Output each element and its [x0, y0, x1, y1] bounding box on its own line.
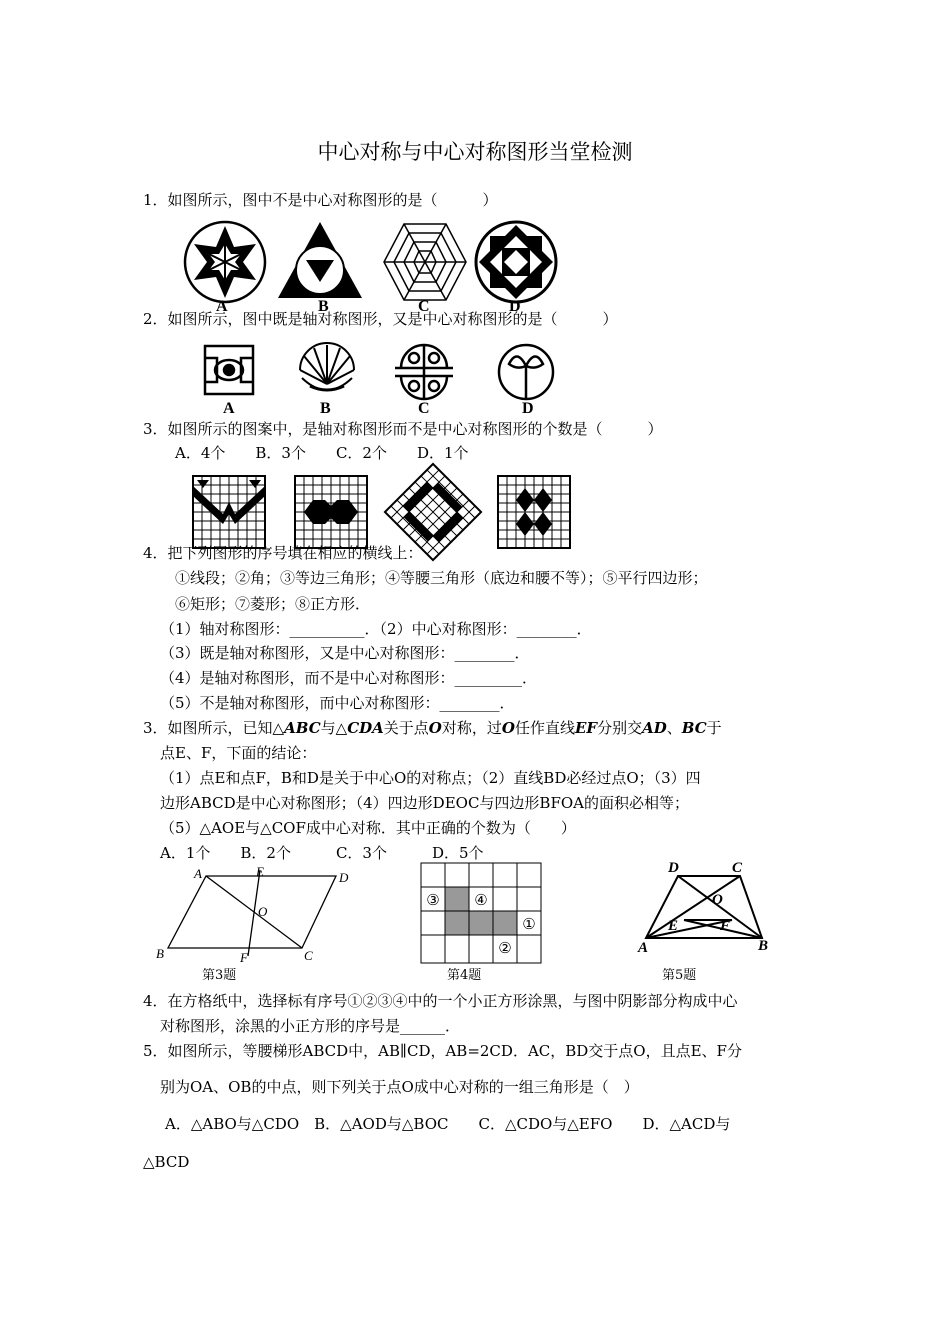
q2-figure-c	[395, 344, 453, 400]
q3b-text-mid3: 对称，过	[441, 719, 502, 737]
question-1: 1．如图所示，图中不是中心对称图形的是（ ）	[143, 191, 498, 209]
q2-label-b: B	[320, 400, 331, 417]
question-4a-line3: ⑥矩形；⑦菱形；⑧正方形．	[175, 595, 371, 613]
trap-label-c: C	[732, 860, 743, 876]
trap-label-f: F	[720, 918, 731, 934]
question-3b-options: A．1个 B．2个 C．3个 D．5个	[160, 844, 484, 862]
question-4a-line5: （3）既是轴对称图形，又是中心对称图形：________．	[160, 644, 530, 662]
q3b-text-mid4: 任作直线	[514, 719, 575, 737]
q3a-pattern-1	[193, 476, 265, 548]
q2-label-c: C	[418, 400, 430, 417]
figure-3-caption: 第3题	[202, 968, 237, 983]
question-4a-line1: 4．把下列图形的序号填在相应的横线上：	[143, 544, 423, 562]
figure-5-caption: 第5题	[662, 968, 697, 983]
q3b-text-mid6: 于	[706, 719, 722, 737]
question-3a-options: A．4个 B．3个 C．2个 D．1个	[175, 444, 469, 462]
grid-label-4: ④	[474, 891, 488, 909]
question-3a: 3．如图所示的图案中，是轴对称图形而不是中心对称图形的个数是（ ）	[143, 420, 663, 438]
trapezoid-figure	[632, 858, 782, 958]
parallelogram-figure	[150, 862, 370, 966]
page-title: 中心对称与中心对称图形当堂检测	[317, 140, 633, 164]
q1-figure-c	[382, 222, 468, 302]
para-label-o: O	[258, 904, 268, 919]
q3b-ad: AD	[642, 719, 667, 737]
q1-label-b: B	[318, 298, 329, 315]
q2-figure-b	[296, 344, 358, 399]
q1-label-c: C	[418, 298, 430, 315]
q3a-pattern-2	[295, 476, 367, 548]
grid-label-2: ②	[498, 939, 512, 957]
q2-figure-a	[203, 344, 255, 396]
question-4a-line6: （4）是轴对称图形，而不是中心对称图形：_________．	[160, 669, 538, 687]
question-3b-line2: 点E、F，下面的结论：	[160, 744, 317, 762]
grid-label-1: ①	[522, 915, 536, 933]
trap-label-b: B	[758, 938, 769, 954]
trap-label-e: E	[668, 918, 679, 934]
question-4a-line2: ①线段；②角；③等边三角形；④等腰三角形（底边和腰不等）；⑤平行四边形；	[175, 569, 708, 587]
question-5-line2: 别为OA、OB的中点，则下列关于点O成中心对称的一组三角形是（ ）	[160, 1078, 639, 1096]
q2-label-a: A	[223, 400, 235, 417]
q3b-sep: 、	[666, 719, 682, 737]
para-label-e: E	[256, 864, 264, 879]
q1-figure-a	[183, 220, 267, 304]
question-5-tail: △BCD	[143, 1153, 190, 1171]
q2-figure-d	[497, 344, 555, 400]
grid-figure	[420, 862, 542, 964]
q3a-pattern-4	[498, 476, 570, 548]
q1-figure-b	[276, 220, 364, 300]
q3b-o: O	[428, 719, 442, 737]
para-label-d: D	[339, 870, 349, 885]
trap-label-a: A	[638, 940, 649, 956]
question-5-options: A．△ABO与△CDO B．△AOD与△BOC C．△CDO与△EFO D．△ACD与	[165, 1115, 731, 1133]
q3b-text-pre: 3．如图所示，已知△	[143, 719, 285, 737]
question-4a-line7: （5）不是轴对称图形，而中心对称图形：________．	[160, 694, 515, 712]
q1-figure-d	[474, 220, 558, 304]
para-label-b: B	[156, 946, 164, 961]
q3b-abc: ABC	[284, 719, 321, 737]
question-3b-line1	[143, 718, 722, 738]
question-3b-line3: （1）点E和点F，B和D是关于中心O的对称点；（2）直线BD必经过点O；（3）四	[160, 769, 701, 787]
q2-label-d: D	[522, 400, 534, 417]
q3b-bc: BC	[681, 719, 707, 737]
question-5-line1: 5．如图所示，等腰梯形ABCD中，AB∥CD，AB=2CD．AC，BD交于点O，且点E、F分	[143, 1042, 742, 1060]
question-4a-line4: （1）轴对称图形：__________．（2）中心对称图形：________．	[160, 620, 592, 638]
question-3b-line4: 边形ABCD是中心对称图形；（4）四边形DEOC与四边形BFOA的面积必相等；	[160, 794, 689, 812]
para-label-f: F	[240, 950, 248, 965]
question-2: 2．如图所示，图中既是轴对称图形，又是中心对称图形的是（ ）	[143, 310, 618, 328]
question-3b-line5: （5）△AOE与△COF成中心对称．其中正确的个数为（ ）	[160, 819, 576, 837]
q3b-cda: CDA	[347, 719, 384, 737]
q1-label-a: A	[216, 298, 228, 315]
q3b-text-mid5: 分别交	[597, 719, 643, 737]
para-label-a: A	[194, 866, 202, 881]
trap-label-d: D	[668, 860, 679, 876]
question-4b-line1: 4．在方格纸中，选择标有序号①②③④中的一个小正方形涂黑，与图中阴影部分构成中心	[143, 992, 738, 1010]
q3b-o2: O	[501, 719, 515, 737]
figure-4-caption: 第4题	[447, 968, 482, 983]
question-4b-line2: 对称图形，涂黑的小正方形的序号是______．	[160, 1017, 461, 1035]
q3b-text-mid2: 关于点	[383, 719, 429, 737]
trap-label-o: O	[712, 892, 723, 908]
q3b-text-mid1: 与△	[320, 719, 348, 737]
grid-label-3: ③	[426, 891, 440, 909]
para-label-c: C	[304, 948, 313, 963]
q3b-ef: EF	[574, 719, 598, 737]
q1-label-d: D	[509, 298, 521, 315]
